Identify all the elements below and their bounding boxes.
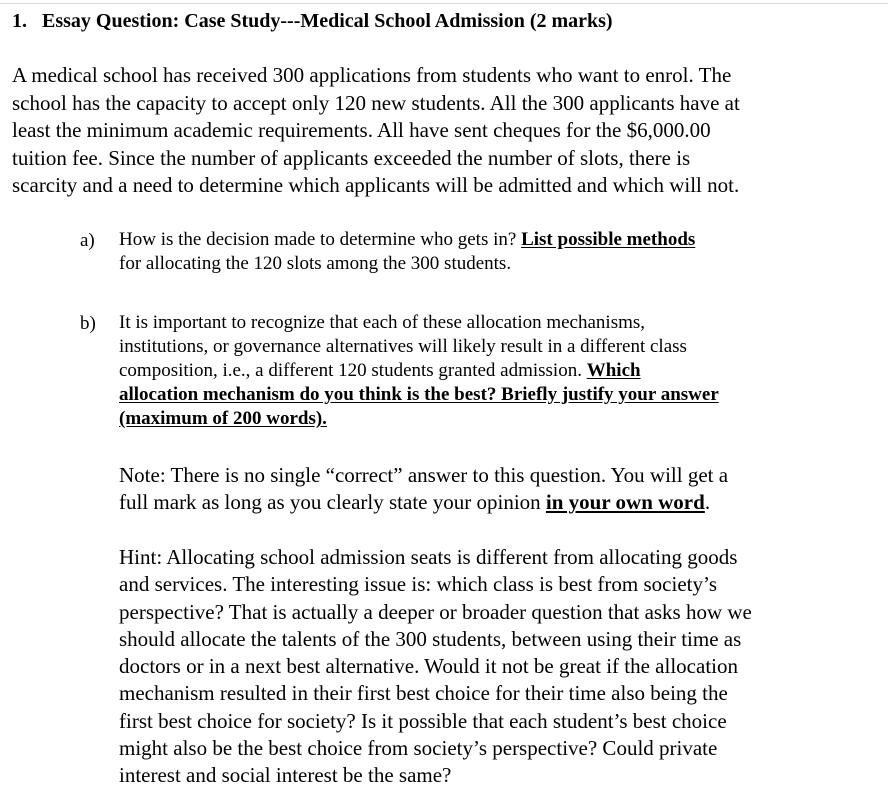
note-text: full mark as long as you clearly state your opinion [119,490,546,515]
question-b-emphasis: Which [586,360,641,381]
question-heading [12,9,613,33]
note-emphasis: in your own word [545,490,705,515]
intro-line: A medical school has received 300 applications from students who want to enrol. The [12,63,732,87]
question-b-text [119,311,869,431]
top-divider [0,3,888,4]
hint-line: interest and social interest be the same? [119,763,452,788]
note-end: . [704,490,711,515]
intro-line: scarcity and a need to determine which applicants will be admitted and which will not. [12,173,740,198]
hint-line: should allocate the talents of the 300 students, between using their time as [119,626,742,651]
note-paragraph [119,462,879,517]
hint-line: first best choice for society? Is it possible that each student’s best choice [119,708,727,733]
hint-line: perspective? That is actually a deeper or broader question that asks how we [119,599,752,624]
question-b-line [119,359,869,383]
note-line [119,489,879,516]
hint-line: mechanism resulted in their first best choice for their time also being the [119,681,728,706]
question-a-prompt: How is the decision made to determine who gets in? [119,229,522,250]
intro-paragraph [12,62,884,200]
hint-line: doctors or in a next best alternative. Would it not be great if the allocation [119,654,738,679]
hint-paragraph [119,544,879,790]
intro-line: school has the capacity to accept only 120 new students. All the 300 applicants have at [12,90,740,115]
question-number: 1. [12,10,27,32]
question-b-prompt: composition, i.e., a different 120 students granted admission. [119,360,587,381]
note-line: Note: There is no single “correct” answer to this question. You will get a [119,463,729,487]
question-a-text [119,228,869,276]
question-a-line [119,228,869,252]
question-title: Essay Question: Case Study---Medical School Admission (2 marks) [42,10,613,32]
hint-line: and services. The interesting issue is: which class is best from society’s [119,572,717,597]
question-b-marker: b) [80,313,96,334]
question-b-line: It is important to recognize that each of these allocation mechanisms, [119,312,646,333]
hint-line: Hint: Allocating school admission seats is different from allocating goods [119,545,738,569]
hint-line: might also be the best choice from society’s perspective? Could private [119,736,718,761]
intro-line: tuition fee. Since the number of applicants exceeded the number of slots, there is [12,145,691,170]
question-b-emphasis-line: allocation mechanism do you think is the best? Briefly justify your answer [119,384,719,405]
question-a-line: for allocating the 120 slots among the 300 students. [119,253,512,274]
question-b-emphasis-line: (maximum of 200 words). [119,408,327,429]
intro-line: least the minimum academic requirements. All have sent cheques for the $6,000.00 [12,118,711,143]
question-b-line: institutions, or governance alternatives will likely result in a different class [119,336,687,357]
question-a-emphasis: List possible methods [521,229,696,250]
question-a-marker: a) [80,230,95,251]
